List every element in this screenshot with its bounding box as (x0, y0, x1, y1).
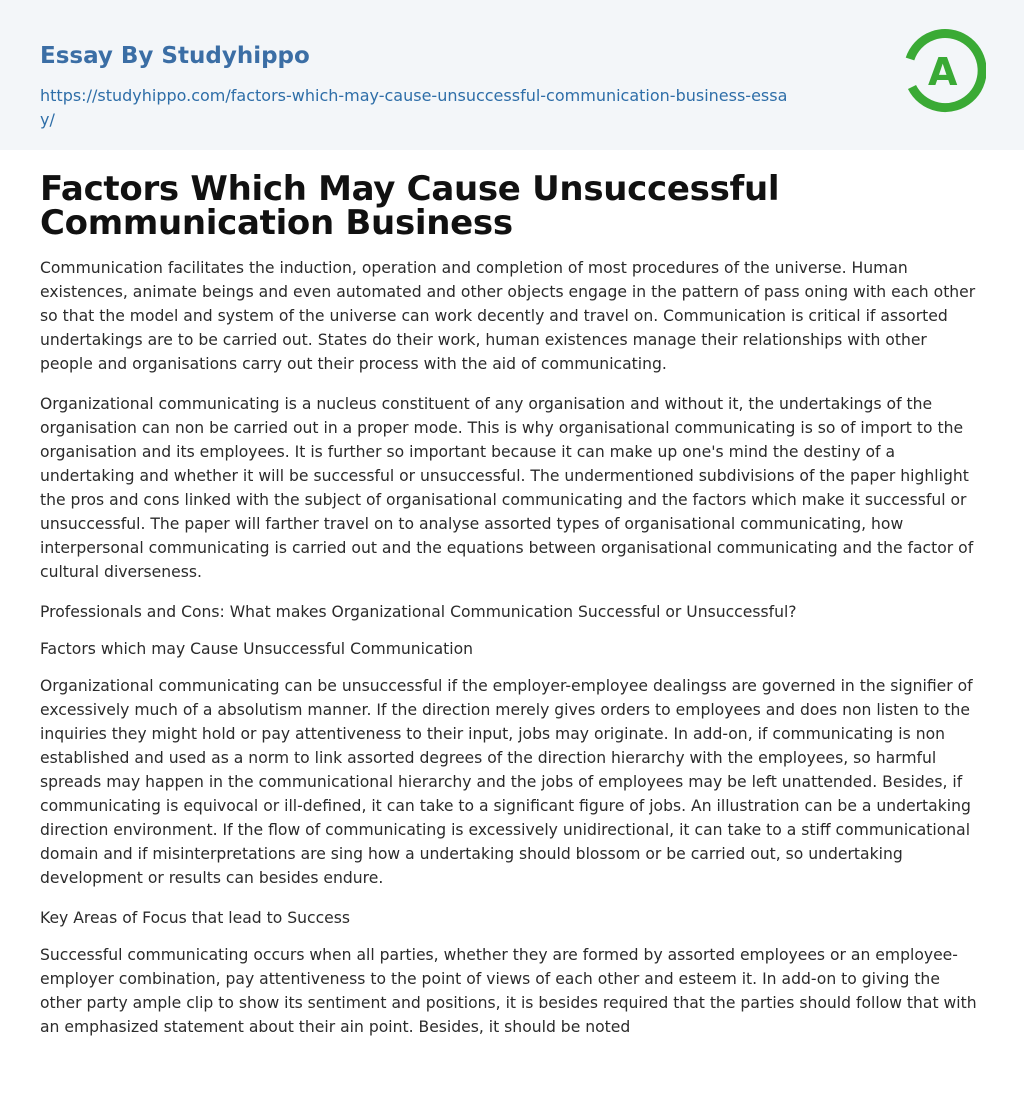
page-title: Factors Which May Cause Unsuccessful Communication Business (40, 169, 780, 243)
article-url-link[interactable]: https://studyhippo.com/factors-which-may-cause-unsuccessful-communication-business-essay/ (40, 86, 788, 129)
logo-letter: A (928, 50, 958, 94)
paragraph-organizational: Organizational communicating is a nucleus constituent of any organisation and without it, the undertakings of the organisation can non be carried out in a proper mode. This is why organisational communicating is so of import to the organisation and its employees. It is further so important because it can make up one's mind the destiny of a undertaking and whether it will be successful or unsuccessful. The undermentioned subdivisions of the paper highlight the pros and cons linked with the subject of organisational communicating and the factors which make it successful or unsuccessful. The paper will farther travel on to analyse assorted types of organisational communicating, how interpersonal communicating is carried out and the equations between organisational communicating and the factor of cultural diverseness. (40, 395, 974, 581)
paragraph-successful: Successful communicating occurs when all parties, whether they are formed by assorted employees or an employee-employer combination, pay attentiveness to the point of views of each other and esteem it. In add-on to giving the other party ample clip to show its sentiment and positions, it is besides required that the parties should follow that with an emphasized statement about their ain point. Besides, it should be noted (40, 946, 977, 1036)
brand-title[interactable]: Essay By Studyhippo (40, 43, 310, 69)
subheading-factors: Factors which may Cause Unsuccessful Communication (40, 640, 473, 658)
studyhippo-logo-icon[interactable] (900, 29, 986, 115)
paragraph-intro: Communication facilitates the induction, operation and completion of most procedures of the universe. Human existences, animate beings and even automated and other objects engage in the pattern of pass oning with each other so that the model and system of the universe can work decently and travel on. Communication is critical if assorted undertakings are to be carried out. States do their work, human existences manage their relationships with other people and organisations carry out their process with the aid of communicating. (40, 259, 976, 373)
site-header (0, 0, 1024, 150)
subheading-pros-cons: Professionals and Cons: What makes Organizational Communication Successful or Unsuccessful? (40, 603, 797, 621)
article-body (0, 150, 1024, 1039)
subheading-key-areas: Key Areas of Focus that lead to Success (40, 909, 351, 927)
paragraph-unsuccessful: Organizational communicating can be unsuccessful if the employer-employee dealingss are governed in the signifier of excessively much of a absolutism manner. If the direction merely gives orders to employees and does non listen to the inquiries they might hold or pay attentiveness to their input, jobs may originate. In add-on, if communicating is non established and used as a norm to link assorted degrees of the direction hierarchy with the employees, so harmful spreads may happen in the communicational hierarchy and the jobs of employees may be left unattended. Besides, if communicating is equivocal or ill-defined, it can take to a significant figure of jobs. An illustration can be a undertaking direction environment. If the flow of communicating is excessively unidirectional, it can take to a stiff communicational domain and if misinterpretations are sing how a undertaking should blossom or be carried out, so undertaking development or results can besides endure. (40, 677, 973, 887)
